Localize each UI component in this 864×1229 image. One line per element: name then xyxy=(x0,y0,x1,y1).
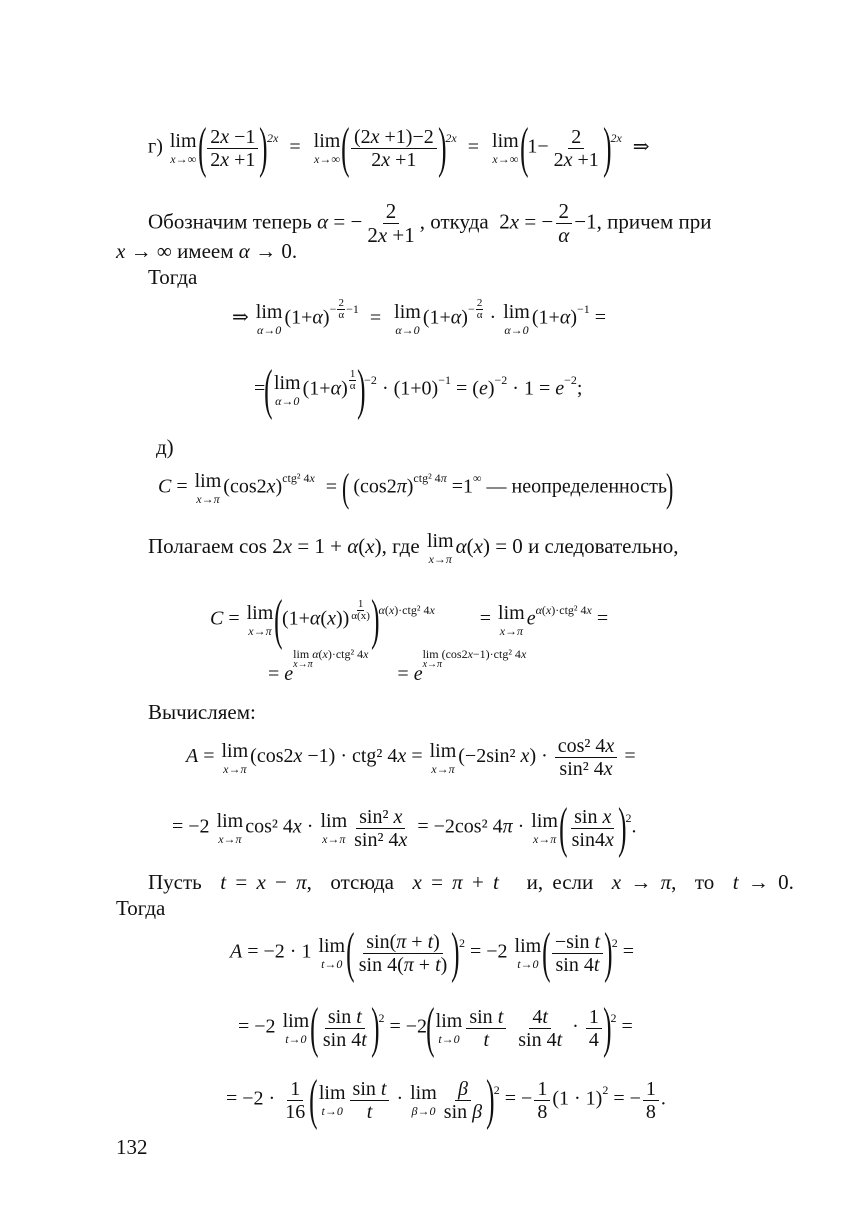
text-line-substitution: Обозначим теперь α = − $\frac{2}{2x +1}$ , откуда 2x = − $\frac{2}{\alpha}$ −1, причем при xyxy=(148,199,712,248)
text-from-here: отсюда xyxy=(330,870,394,894)
fraction: $\frac{\text{sin t}}{t}$ xyxy=(466,1006,506,1051)
text-let: Пусть xyxy=(148,870,202,894)
fraction: $\frac{\text{−sin t}}{\sin 4t}$ xyxy=(552,931,603,976)
text-line-let: Пусть t = x − π, отсюда x = π + t и, если x → π, то t → 0. xyxy=(148,870,794,894)
lim-operator: lim x→∞ xyxy=(169,130,197,166)
lim-operator: lim α→0 xyxy=(394,301,421,337)
fraction: $\frac{2}{\alpha}$ xyxy=(555,200,572,247)
fraction: $\frac{\text{sin t}}{t}$ xyxy=(350,1078,390,1123)
lim-operator: lim t→0 xyxy=(282,1010,310,1046)
lim-operator: lim α→0 xyxy=(255,301,283,337)
text-compute: Вычисляем: xyxy=(148,700,256,724)
text-and-if: и, если xyxy=(526,870,594,894)
formula-t-line2: = −2 lim t→0 ( $\frac{\text{sin t}}{\sin 4t}$ )$^2$ = −2( lim t→0 $\frac{\text{sin t}}{t}$ $\frac{4t}{\sin 4t}$ · $\frac{1}{4}$ )$^2$ = xyxy=(238,997,633,1059)
text-indeterminacy: — неопределенность xyxy=(486,475,667,498)
fraction: $\frac{\beta}{\text{sin β}}$ xyxy=(443,1077,483,1123)
formula-c-line1: C = lim x→π ((1+α(x)) $^{\frac{1}{\alpha(x)}}$ )$^{\alpha(x)\cdot ctg^2 4x}$ = lim x→π $e^{\alpha(x)\cdot ctg^2 4x}$ = xyxy=(210,589,609,651)
lim-operator: lim β→0 xyxy=(410,1082,437,1118)
fraction: $\frac{\text{sin x}}{\sin 4x}$ xyxy=(571,805,614,851)
fraction: $\frac{1}{8}$ xyxy=(534,1078,550,1123)
lim-operator: lim t→0 xyxy=(435,1010,463,1046)
fraction: $\frac{4t}{\sin 4t}$ xyxy=(518,1005,563,1051)
lim-operator: lim x→π xyxy=(531,810,558,846)
fraction: $\frac{2}{2x +1}$ xyxy=(367,199,415,248)
item-label-d: д) xyxy=(156,435,174,459)
lim-operator: lim α→0 xyxy=(273,372,301,408)
lim-operator: lim x→π xyxy=(194,470,222,506)
formula-alpha-line1: ⇒ lim α→0 $(1+\alpha)^{- \frac{2}{\alpha} -1}$ = lim α→0 $(1+\alpha)^{- \frac{2}{\alpha}}$ · lim α→0 $(1+\alpha)^{-1}$ = xyxy=(232,297,607,337)
fraction: $\frac{\text{sin t}}{\sin 4t}$ xyxy=(322,1005,367,1051)
fraction: $\frac{1}{8}$ xyxy=(643,1078,659,1123)
formula-a-line2: = −2 lim x→π cos² 4x · lim x→π $\frac{\text{sin² x}}{\text{sin² 4x}}$ = −2cos² 4π · lim x→π ( $\frac{\text{sin x}}{\sin 4x}$ )$^2$. xyxy=(172,797,637,859)
fraction: $\frac{(2x +1)-2}{2x +1}$ xyxy=(351,126,437,171)
lim-operator: lim t→0 xyxy=(514,935,542,971)
fraction: $\frac{2}{2x +1}$ xyxy=(553,125,599,171)
lim-operator: lim x→π xyxy=(498,602,525,638)
text-then-word: то xyxy=(694,870,715,894)
fraction: $\frac{1}{4}$ xyxy=(586,1006,602,1051)
lim-operator: lim x→π xyxy=(426,530,454,566)
text-then-2: Тогда xyxy=(116,896,166,920)
text-line-put: Полагаем cos 2x = 1 + α(x), где lim x→π α(x) = 0 и следовательно, xyxy=(148,530,679,566)
lim-operator: lim t→0 xyxy=(318,1082,346,1118)
formula-alpha-line2: =( lim α→0 (1+α) $^{\frac{1}{\alpha}}$ )$^{-2} \cdot (1+0)^{-1} = (e)^{-2} \cdot 1 = e^{-2}$; xyxy=(254,359,583,421)
text-we-have: имеем xyxy=(177,239,234,263)
lim-operator: lim α→0 xyxy=(503,301,530,337)
fraction: $\frac{2x -1}{2x +1}$ xyxy=(207,126,258,171)
fraction: $\frac{\text{sin² x}}{\text{sin² 4x}}$ xyxy=(354,805,408,851)
formula-t-line3: = −2 · $\frac{1}{16}$ ( lim t→0 $\frac{\text{sin t}}{t}$ · lim β→0 $\frac{\beta}{\text{sin β}}$ )$^2$ = − $\frac{1}{8}$ $(1 \cdot 1)^2$ = − $\frac{1}{8}$ . xyxy=(226,1069,666,1131)
fraction: $\frac{\text{cos² 4x}}{\text{sin² 4x}}$ xyxy=(555,735,618,780)
formula-a-line1: A = lim x→π (cos2x −1) · ctg² 4x = lim x→π (−2sin² x) · $\frac{\text{cos² 4x}}{\text{sin² 4x}}$ = xyxy=(186,735,636,780)
lim-operator: lim x→∞ xyxy=(313,130,341,166)
text-denote: Обозначим теперь xyxy=(148,209,312,234)
lim-operator: lim x→π xyxy=(320,810,348,846)
formula-g-line: г) lim x→∞ ( $\frac{2x -1}{2x +1}$ )$^{2x}$ = lim x→∞ ( $\frac{(2x +1)-2}{2x +1}$ )$^{2x}$ = lim x→∞ (1− $\frac{2}{2x +1}$ )$^{2x}$ ⇒ xyxy=(148,117,650,179)
formula-t-line1: A = −2 · 1 lim t→0 ( $\frac{\sin(\pi + t)}{\sin 4(\pi + t)}$ )$^2$ = −2 lim t→0 ( $\frac{\text{−sin t}}{\sin 4t}$ )$^2$ = xyxy=(230,922,634,984)
fraction: $\frac{1}{16}$ xyxy=(285,1077,306,1123)
page-number: 132 xyxy=(116,1135,148,1159)
item-label-g: г) xyxy=(148,135,163,158)
lim-operator: lim x→π xyxy=(221,739,249,776)
fraction: $\frac{\sin(\pi + t)}{\sin 4(\pi + t)}$ xyxy=(358,930,448,976)
text-whence: откуда xyxy=(430,209,489,234)
formula-c-line2: = e $^{lim \alpha(x)\cdot ctg^2 4x x\to\pi}$ = e $^{lim (cos2x-1)\cdot ctg^2 4x x\to\pi}$ xyxy=(268,647,527,685)
lim-operator: lim x→π xyxy=(246,602,274,638)
text-then: Тогда xyxy=(148,265,198,289)
text-hence: и следовательно, xyxy=(528,533,679,558)
formula-d-line: C = lim x→π $(\cos 2x)^{ctg^2 4x}$ = ( $(\cos 2\pi)^{ctg^2 4\pi} =1^\infty$ — неопределенность) xyxy=(158,465,674,510)
text-put: Полагаем cos 2 xyxy=(148,533,283,558)
lim-operator: lim x→∞ xyxy=(492,130,519,166)
lim-operator: lim t→0 xyxy=(318,935,346,971)
text-where: где xyxy=(392,533,420,558)
lim-operator: lim x→π xyxy=(216,810,244,846)
text-moreover: причем при xyxy=(607,209,712,234)
text-line-limit-cond: x → ∞ имеем α → 0. xyxy=(116,239,298,263)
lim-operator: lim x→π xyxy=(429,739,457,776)
